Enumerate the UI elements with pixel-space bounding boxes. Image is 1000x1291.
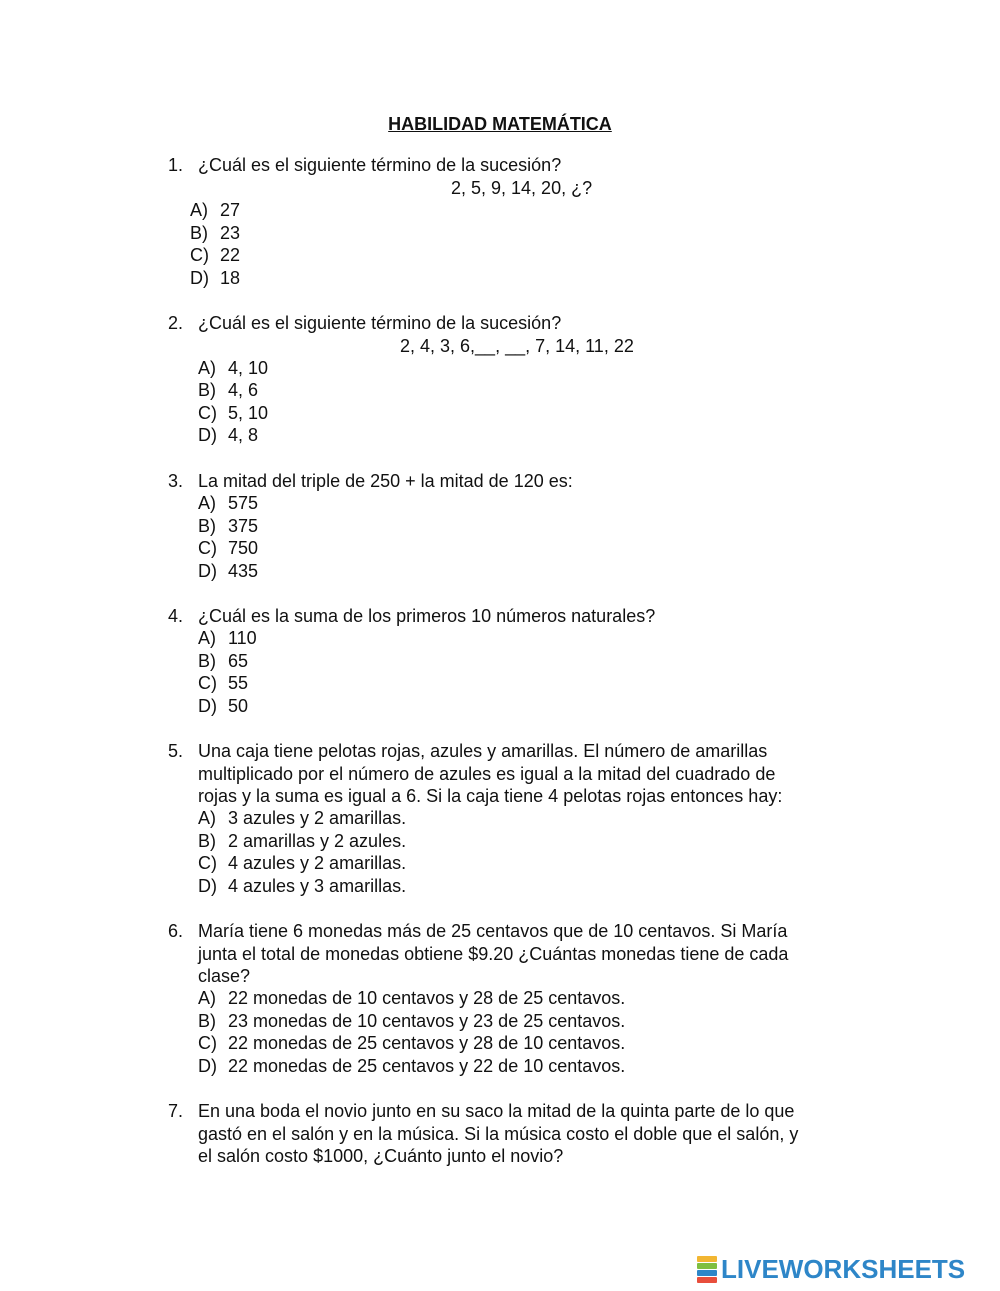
option-letter: B) — [190, 223, 208, 243]
option-text: 4, 8 — [228, 425, 259, 445]
option-d[interactable] — [198, 875, 406, 897]
question-sequence: 2, 4, 3, 6,__, __, 7, 14, 11, 22 — [400, 336, 634, 356]
option-a[interactable] — [198, 492, 258, 514]
option-letter: C) — [190, 245, 209, 265]
question-text-line: Una caja tiene pelotas rojas, azules y amarillas. El número de amarillas — [198, 741, 768, 761]
option-letter: B) — [198, 831, 216, 851]
option-letter: B) — [198, 651, 216, 671]
option-text: 4 azules y 3 amarillas. — [228, 876, 407, 896]
option-letter: B) — [198, 380, 216, 400]
page-title: HABILIDAD MATEMÁTICA — [388, 114, 612, 134]
option-text: 2 amarillas y 2 azules. — [228, 831, 407, 851]
question-text-line: gastó en el salón y en la música. Si la música costo el doble que el salón, y — [198, 1124, 799, 1144]
option-c[interactable] — [190, 244, 240, 266]
option-text: 22 monedas de 25 centavos y 28 de 10 centavos. — [228, 1033, 626, 1053]
option-d[interactable] — [190, 267, 240, 289]
option-text: 22 — [220, 245, 241, 265]
option-letter: D) — [198, 876, 217, 896]
option-letter: A) — [198, 358, 216, 378]
option-letter: A) — [198, 493, 216, 513]
question-number: 5. — [168, 741, 184, 761]
question-text-line: multiplicado por el número de azules es igual a la mitad del cuadrado de — [198, 764, 776, 784]
option-text: 50 — [228, 696, 249, 716]
option-letter: A) — [190, 200, 208, 220]
question-text-line: En una boda el novio junto en su saco la mitad de la quinta parte de lo que — [198, 1101, 795, 1121]
option-text: 5, 10 — [228, 403, 269, 423]
option-d[interactable] — [198, 424, 258, 446]
option-letter: A) — [198, 628, 216, 648]
question-text-line: rojas y la suma es igual a 6. Si la caja tiene 4 pelotas rojas entonces hay: — [198, 786, 783, 806]
question-text-line: junta el total de monedas obtiene $9.20 ¿Cuántas monedas tiene de cada — [198, 944, 789, 964]
option-text: 4, 10 — [228, 358, 269, 378]
option-text: 22 monedas de 25 centavos y 22 de 10 centavos. — [228, 1056, 626, 1076]
question-text: La mitad del triple de 250 + la mitad de 120 es: — [198, 471, 573, 491]
option-letter: B) — [198, 516, 216, 536]
option-letter: D) — [198, 1056, 217, 1076]
option-letter: A) — [198, 808, 216, 828]
option-text: 3 azules y 2 amarillas. — [228, 808, 407, 828]
question-number: 1. — [168, 155, 184, 175]
liveworksheets-wordmark: LIVEWORKSHEETS — [721, 1253, 966, 1284]
liveworksheets-logo-icon — [697, 1256, 717, 1283]
option-d[interactable] — [198, 560, 258, 582]
option-text: 435 — [228, 561, 259, 581]
option-text: 110 — [228, 628, 257, 648]
option-letter: C) — [198, 1033, 217, 1053]
option-c[interactable] — [198, 672, 248, 694]
question-number: 7. — [168, 1101, 184, 1121]
option-text: 750 — [228, 538, 259, 558]
option-text: 55 — [228, 673, 249, 693]
option-a[interactable] — [198, 987, 625, 1009]
option-text: 23 monedas de 10 centavos y 23 de 25 centavos. — [228, 1011, 626, 1031]
option-b[interactable] — [190, 222, 240, 244]
option-b[interactable] — [198, 830, 406, 852]
liveworksheets-logo — [697, 1255, 965, 1283]
question-sequence: 2, 5, 9, 14, 20, ¿? — [451, 178, 593, 198]
option-b[interactable] — [198, 1010, 625, 1032]
option-c[interactable] — [198, 1032, 625, 1054]
option-letter: C) — [198, 538, 217, 558]
question-number: 6. — [168, 921, 184, 941]
option-letter: D) — [198, 696, 217, 716]
option-b[interactable] — [198, 650, 248, 672]
option-text: 575 — [228, 493, 259, 513]
option-c[interactable] — [198, 402, 268, 424]
option-text: 4, 6 — [228, 380, 259, 400]
option-text: 23 — [220, 223, 241, 243]
option-d[interactable] — [198, 695, 248, 717]
option-d[interactable] — [198, 1055, 625, 1077]
question-number: 2. — [168, 313, 184, 333]
question-text-line: el salón costo $1000, ¿Cuánto junto el novio? — [198, 1146, 564, 1166]
option-c[interactable] — [198, 852, 406, 874]
option-letter: C) — [198, 673, 217, 693]
option-text: 18 — [220, 268, 241, 288]
option-letter: C) — [198, 403, 217, 423]
question-number: 3. — [168, 471, 184, 491]
option-b[interactable] — [198, 379, 258, 401]
option-letter: C) — [198, 853, 217, 873]
option-letter: D) — [198, 561, 217, 581]
option-letter: B) — [198, 1011, 216, 1031]
option-letter: A) — [198, 988, 216, 1008]
question-text: ¿Cuál es el siguiente término de la sucesión? — [198, 313, 562, 333]
question-text: ¿Cuál es el siguiente término de la sucesión? — [198, 155, 562, 175]
option-text: 4 azules y 2 amarillas. — [228, 853, 407, 873]
option-b[interactable] — [198, 515, 258, 537]
option-text: 375 — [228, 516, 259, 536]
question-text: ¿Cuál es la suma de los primeros 10 números naturales? — [198, 606, 656, 626]
option-c[interactable] — [198, 537, 258, 559]
option-letter: D) — [190, 268, 209, 288]
option-letter: D) — [198, 425, 217, 445]
question-text-line: María tiene 6 monedas más de 25 centavos que de 10 centavos. Si María — [198, 921, 788, 941]
option-text: 27 — [220, 200, 241, 220]
option-a[interactable] — [198, 807, 406, 829]
question-text-line: clase? — [198, 966, 251, 986]
option-text: 22 monedas de 10 centavos y 28 de 25 centavos. — [228, 988, 626, 1008]
option-text: 65 — [228, 651, 249, 671]
question-number: 4. — [168, 606, 184, 626]
option-a[interactable] — [198, 627, 257, 649]
option-a[interactable] — [198, 357, 268, 379]
option-a[interactable] — [190, 199, 240, 221]
